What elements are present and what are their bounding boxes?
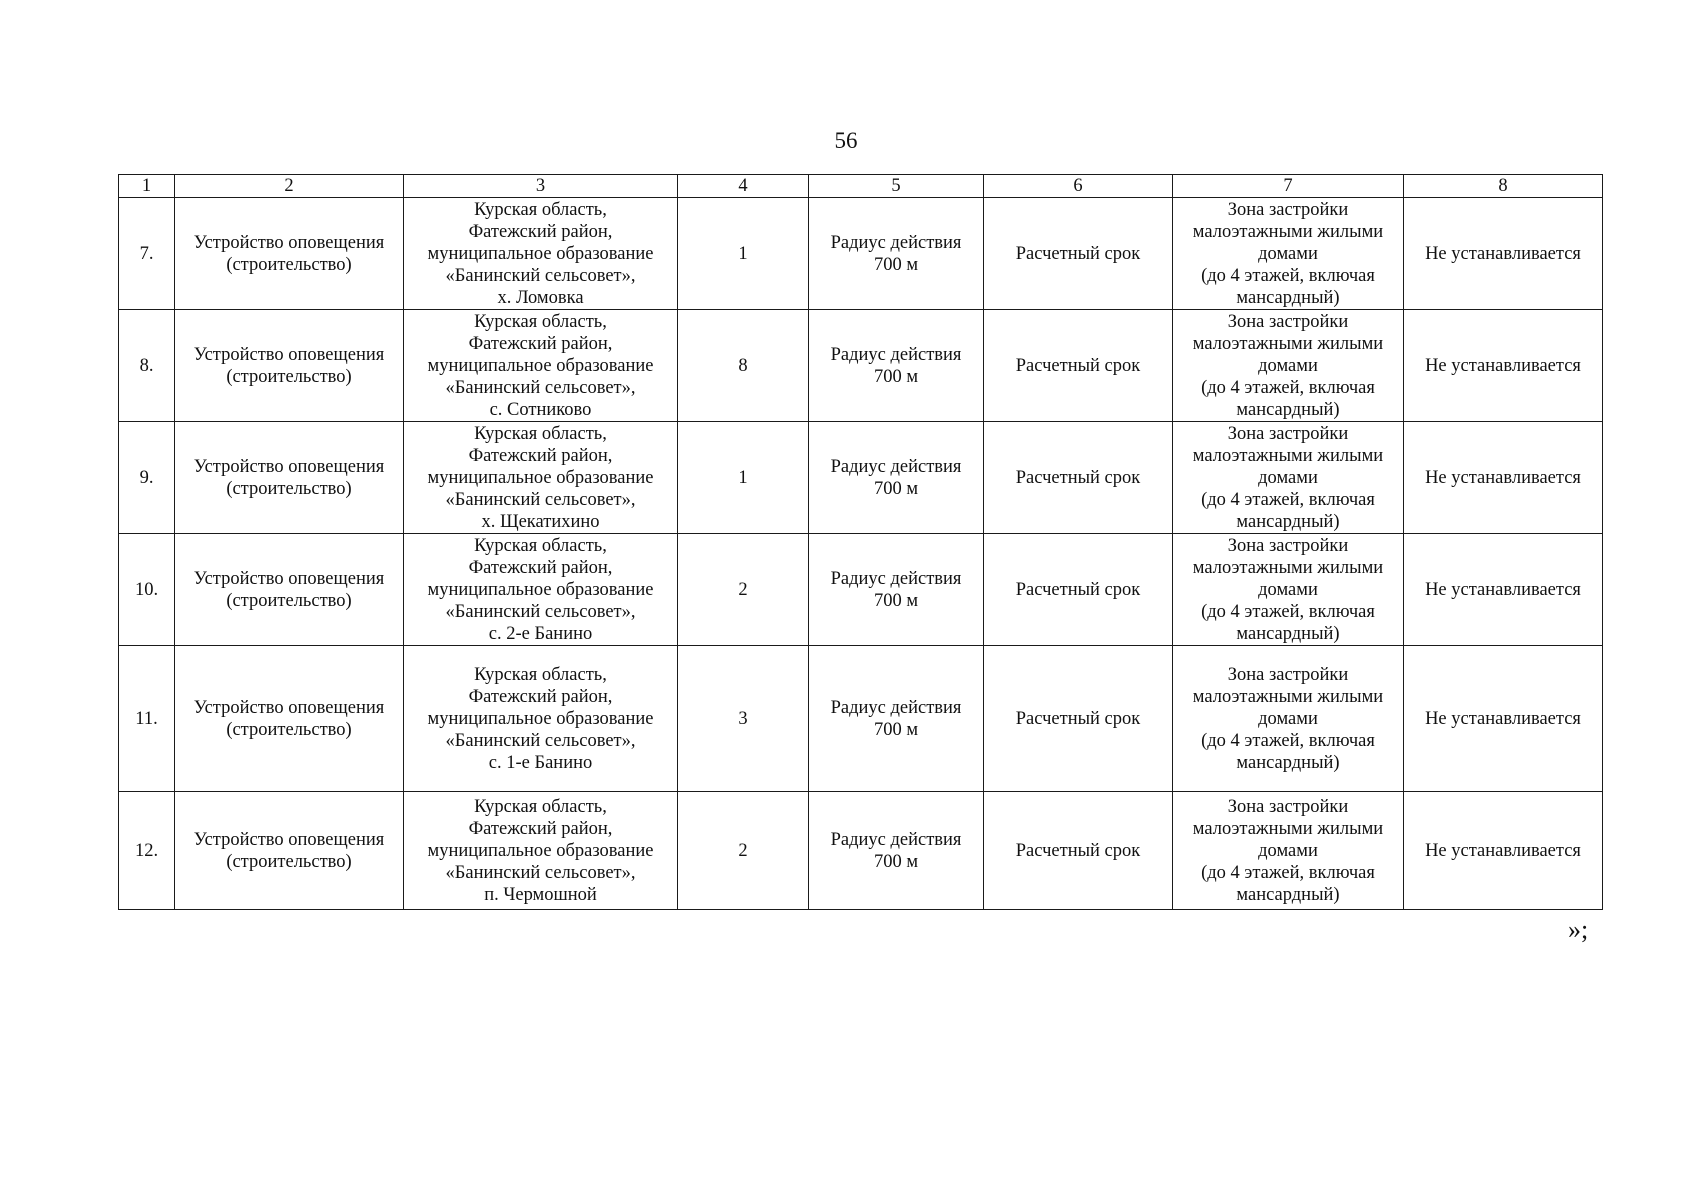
- closing-quote-mark: »;: [1568, 915, 1589, 944]
- term-cell: Расчетный срок: [984, 534, 1173, 646]
- location-cell-line: муниципальное образование: [427, 243, 654, 264]
- location-cell-line: Курская область,: [474, 423, 607, 444]
- count-cell: 2: [678, 534, 809, 646]
- zone-cell-line: домами: [1258, 243, 1318, 264]
- zone-cell-line: мансардный): [1236, 752, 1340, 773]
- zone-cell: [1173, 310, 1404, 422]
- object-cell: [175, 792, 404, 910]
- location-cell-line: муниципальное образование: [427, 579, 654, 600]
- location-cell-line: Фатежский район,: [468, 333, 613, 354]
- characteristics-cell: [809, 422, 984, 534]
- table-header: [119, 175, 1603, 198]
- object-cell: [175, 534, 404, 646]
- object-cell-line: (строительство): [226, 851, 352, 872]
- zone-cell: [1173, 534, 1404, 646]
- protection-zone-cell: Не устанавливается: [1404, 422, 1603, 534]
- zone-cell: [1173, 792, 1404, 910]
- characteristics-cell-line: Радиус действия: [830, 232, 962, 253]
- column-header: 2: [175, 175, 404, 198]
- location-cell-line: с. 2-е Банино: [488, 623, 593, 644]
- location-cell-line: Фатежский район,: [468, 818, 613, 839]
- characteristics-cell: [809, 534, 984, 646]
- location-cell: [404, 198, 678, 310]
- protection-zone-cell: Не устанавливается: [1404, 310, 1603, 422]
- object-cell-line: (строительство): [226, 366, 352, 387]
- characteristics-cell-line: Радиус действия: [830, 568, 962, 589]
- term-cell: Расчетный срок: [984, 422, 1173, 534]
- zone-cell-line: Зона застройки: [1227, 311, 1349, 332]
- table-row: [119, 310, 1603, 422]
- location-cell-line: «Банинский сельсовет»,: [445, 730, 636, 751]
- zone-cell-line: Зона застройки: [1227, 423, 1349, 444]
- row-number-cell: 8.: [119, 310, 175, 422]
- zone-cell: [1173, 646, 1404, 792]
- zone-cell-line: (до 4 этажей, включая: [1201, 601, 1375, 622]
- row-number-cell: 12.: [119, 792, 175, 910]
- characteristics-cell-line: Радиус действия: [830, 344, 962, 365]
- column-header: 7: [1173, 175, 1404, 198]
- data-table: [118, 174, 1603, 910]
- object-cell-line: Устройство оповещения: [193, 456, 385, 477]
- location-cell: [404, 646, 678, 792]
- location-cell-line: муниципальное образование: [427, 840, 654, 861]
- zone-cell-line: (до 4 этажей, включая: [1201, 265, 1375, 286]
- count-cell: 1: [678, 422, 809, 534]
- characteristics-cell: [809, 310, 984, 422]
- zone-cell-line: домами: [1258, 467, 1318, 488]
- location-cell-line: х. Ломовка: [497, 287, 584, 308]
- zone-cell-line: домами: [1258, 579, 1318, 600]
- table-row: [119, 646, 1603, 792]
- zone-cell-line: (до 4 этажей, включая: [1201, 377, 1375, 398]
- location-cell-line: п. Чермошной: [484, 884, 597, 905]
- zone-cell-line: (до 4 этажей, включая: [1201, 730, 1375, 751]
- zone-cell-line: Зона застройки: [1227, 664, 1349, 685]
- location-cell-line: «Банинский сельсовет»,: [445, 489, 636, 510]
- term-cell: Расчетный срок: [984, 198, 1173, 310]
- object-cell: [175, 310, 404, 422]
- location-cell-line: Фатежский район,: [468, 557, 613, 578]
- location-cell: [404, 534, 678, 646]
- column-header: 4: [678, 175, 809, 198]
- row-number-cell: 10.: [119, 534, 175, 646]
- zone-cell-line: (до 4 этажей, включая: [1201, 489, 1375, 510]
- location-cell-line: х. Щекатихино: [481, 511, 600, 532]
- object-cell: [175, 422, 404, 534]
- table-body: [119, 198, 1603, 910]
- characteristics-cell: [809, 646, 984, 792]
- zone-cell: [1173, 198, 1404, 310]
- protection-zone-cell: Не устанавливается: [1404, 198, 1603, 310]
- characteristics-cell-line: Радиус действия: [830, 456, 962, 477]
- zone-cell-line: Зона застройки: [1227, 535, 1349, 556]
- term-cell: Расчетный срок: [984, 310, 1173, 422]
- location-cell-line: муниципальное образование: [427, 708, 654, 729]
- zone-cell-line: мансардный): [1236, 623, 1340, 644]
- location-cell-line: Фатежский район,: [468, 686, 613, 707]
- characteristics-cell: [809, 198, 984, 310]
- zone-cell-line: малоэтажными жилыми: [1192, 445, 1384, 466]
- object-cell-line: (строительство): [226, 590, 352, 611]
- characteristics-cell-line: Радиус действия: [830, 697, 962, 718]
- characteristics-cell: [809, 792, 984, 910]
- location-cell-line: Курская область,: [474, 535, 607, 556]
- location-cell-line: Фатежский район,: [468, 445, 613, 466]
- characteristics-cell-line: 700 м: [873, 478, 919, 499]
- term-cell: Расчетный срок: [984, 646, 1173, 792]
- column-header: 8: [1404, 175, 1603, 198]
- location-cell-line: Курская область,: [474, 199, 607, 220]
- characteristics-cell-line: Радиус действия: [830, 829, 962, 850]
- table-row: [119, 792, 1603, 910]
- location-cell: [404, 792, 678, 910]
- characteristics-cell-line: 700 м: [873, 719, 919, 740]
- location-cell-line: «Банинский сельсовет»,: [445, 862, 636, 883]
- table-row: [119, 422, 1603, 534]
- count-cell: 3: [678, 646, 809, 792]
- zone-cell-line: малоэтажными жилыми: [1192, 557, 1384, 578]
- object-cell: [175, 646, 404, 792]
- table-row: [119, 534, 1603, 646]
- object-cell: [175, 198, 404, 310]
- count-cell: 2: [678, 792, 809, 910]
- location-cell-line: Курская область,: [474, 796, 607, 817]
- object-cell-line: Устройство оповещения: [193, 697, 385, 718]
- row-number-cell: 11.: [119, 646, 175, 792]
- object-cell-line: Устройство оповещения: [193, 568, 385, 589]
- zone-cell-line: домами: [1258, 840, 1318, 861]
- zone-cell-line: малоэтажными жилыми: [1192, 686, 1384, 707]
- row-number-cell: 9.: [119, 422, 175, 534]
- characteristics-cell-line: 700 м: [873, 254, 919, 275]
- zone-cell-line: малоэтажными жилыми: [1192, 221, 1384, 242]
- zone-cell-line: Зона застройки: [1227, 796, 1349, 817]
- location-cell-line: Фатежский район,: [468, 221, 613, 242]
- column-header: 6: [984, 175, 1173, 198]
- object-cell-line: (строительство): [226, 478, 352, 499]
- location-cell: [404, 422, 678, 534]
- zone-cell-line: (до 4 этажей, включая: [1201, 862, 1375, 883]
- term-cell: Расчетный срок: [984, 792, 1173, 910]
- table-row: [119, 198, 1603, 310]
- object-cell-line: Устройство оповещения: [193, 232, 385, 253]
- object-cell-line: Устройство оповещения: [193, 829, 385, 850]
- location-cell-line: муниципальное образование: [427, 355, 654, 376]
- location-cell-line: с. 1-е Банино: [488, 752, 593, 773]
- zone-cell-line: малоэтажными жилыми: [1192, 818, 1384, 839]
- object-cell-line: (строительство): [226, 719, 352, 740]
- zone-cell-line: Зона застройки: [1227, 199, 1349, 220]
- page-number: 56: [834, 128, 858, 153]
- protection-zone-cell: Не устанавливается: [1404, 792, 1603, 910]
- column-header: 3: [404, 175, 678, 198]
- location-cell-line: Курская область,: [474, 311, 607, 332]
- zone-cell: [1173, 422, 1404, 534]
- zone-cell-line: малоэтажными жилыми: [1192, 333, 1384, 354]
- zone-cell-line: мансардный): [1236, 399, 1340, 420]
- zone-cell-line: мансардный): [1236, 511, 1340, 532]
- characteristics-cell-line: 700 м: [873, 366, 919, 387]
- column-header: 5: [809, 175, 984, 198]
- location-cell-line: Курская область,: [474, 664, 607, 685]
- zone-cell-line: домами: [1258, 708, 1318, 729]
- location-cell: [404, 310, 678, 422]
- object-cell-line: (строительство): [226, 254, 352, 275]
- protection-zone-cell: Не устанавливается: [1404, 534, 1603, 646]
- count-cell: 8: [678, 310, 809, 422]
- protection-zone-cell: Не устанавливается: [1404, 646, 1603, 792]
- object-cell-line: Устройство оповещения: [193, 344, 385, 365]
- location-cell-line: с. Сотниково: [489, 399, 592, 420]
- location-cell-line: «Банинский сельсовет»,: [445, 601, 636, 622]
- row-number-cell: 7.: [119, 198, 175, 310]
- zone-cell-line: домами: [1258, 355, 1318, 376]
- location-cell-line: «Банинский сельсовет»,: [445, 265, 636, 286]
- zone-cell-line: мансардный): [1236, 287, 1340, 308]
- characteristics-cell-line: 700 м: [873, 590, 919, 611]
- zone-cell-line: мансардный): [1236, 884, 1340, 905]
- location-cell-line: «Банинский сельсовет»,: [445, 377, 636, 398]
- column-header: 1: [119, 175, 175, 198]
- location-cell-line: муниципальное образование: [427, 467, 654, 488]
- characteristics-cell-line: 700 м: [873, 851, 919, 872]
- count-cell: 1: [678, 198, 809, 310]
- header-row: [119, 175, 1603, 198]
